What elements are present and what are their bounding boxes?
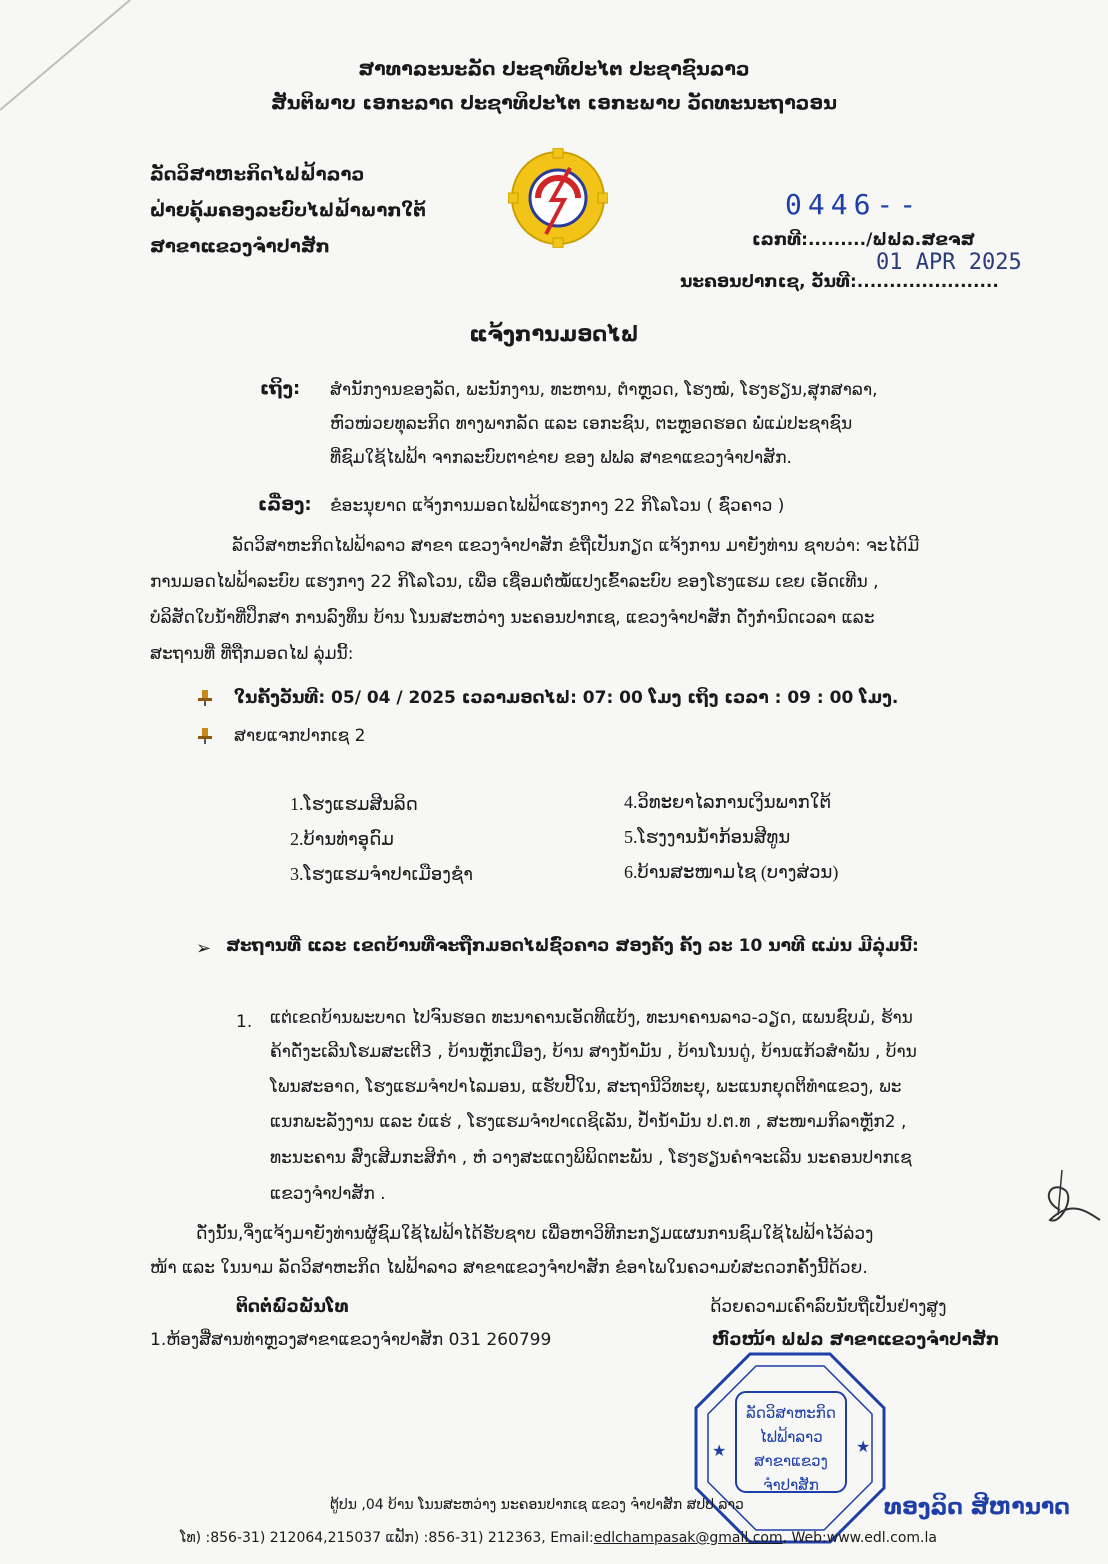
schedule-date-time: ໃນຄັ້ງວັນທີ: 05/ 04 / 2025 ເວລາມອດໄຟ: 07: 00 ໂມງ ເຖິງ ເວລາ : 09 : 00 ໂມງ. (234, 688, 899, 708)
org-branch: ສາຂາແຂວງຈຳປາສັກ (150, 236, 330, 257)
location-item: 4.ວິທະຍາໄລການເງິນພາກໃຕ້ (624, 792, 832, 812)
footer-email-link[interactable]: edlchampasak@gmail.com (593, 1530, 783, 1546)
svg-text:★: ★ (856, 1437, 871, 1456)
stamp-text-line: ສາຂາແຂວງ (754, 1452, 828, 1470)
feeder-name: ສາຍແຈກປາກເຊ 2 (234, 726, 366, 746)
subject-label: ເລື່ອງ: (258, 494, 312, 515)
closing-line: ດັ່ງນັ້ນ,ຈຶ່ງແຈ້ງມາຍັງທ່ານຜູ້ຊົມໃຊ້ໄຟຟ້າໄດ້ຮັບຊາບ ເພື່ອຫາວິທີກະກຽມແຜນການຊົມໃຊ້ໄຟຟ້າໄວ້ລ່ວງ (196, 1224, 874, 1244)
temporary-outage-heading: ສະຖານທີ່ ແລະ ເຂດບ້ານທີ່ຈະຖືກມອດໄຟຊົ່ວຄາວ ສອງຄັ້ງ ຄັ້ງ ລະ 10 ນາທີ ແມ່ນ ມີລຸ່ມນີ້: (226, 936, 919, 956)
list-item-line: ທະນະຄານ ສົ່ງເສີມກະສິກຳ , ຫໍ ວາງສະແດງພິພິດຕະພັນ , ໂຮງຮຽນຄຳຈະເລີນ ນະຄອນປາກເຊ (270, 1148, 912, 1168)
official-stamp-seal (690, 1348, 890, 1548)
national-header-line1: ສາທາລະນະລັດ ປະຊາທິປະໄຕ ປະຊາຊົນລາວ (358, 58, 750, 80)
list-item-line: ແຂວງຈຳປາສັກ . (270, 1184, 386, 1204)
footer-address: ຕູ້ປນ ,04 ບ້ານ ໂນນສະຫວ່າງ ນະຄອນປາກເຊ ແຂວງ ຈຳປາສັກ ສປປ ລາວ (330, 1497, 744, 1513)
footer-contacts: ໂທ) :856-31) 212064,215037 ແຟັກ) :856-31) 212363, Email:edlchampasak@gmail.com, Web:www.edl.com.la (180, 1530, 937, 1546)
to-line: ທີ່ຊົມໃຊ້ໄຟຟ້າ ຈາກລະບົບຕາຂ່າຍ ຂອງ ຟຟລ ສາຂາແຂວງຈຳປາສັກ. (330, 448, 792, 468)
location-item: 1.ໂຮງແຮມສີນລິດ (290, 794, 418, 814)
list-item-line: ແນກພະລັງງານ ແລະ ບໍ່ແຮ່ , ໂຮງແຮມຈຳປາເດຊິເລັນ, ປໍ້ານ້ຳມັນ ປ.ຕ.ທ , ສະໜາມກິລາຫຼັກ2 , (270, 1112, 907, 1132)
body-paragraph-line: ການມອດໄຟຟ້າລະບົບ ແຮງກາງ 22 ກິໂລໂວນ, ເພື່ອ ເຊື່ອມຕໍ່ໝໍ້ແປງເຂົ້າລະບົບ ຂອງໂຮງແຮມ ເຂຍ ເອັດເທີນ , (150, 572, 879, 592)
stamp-text-line: ໄຟຟ້າລາວ (759, 1428, 823, 1446)
signer-name: ທອງລິດ ສີຫານາດ (884, 1495, 1070, 1520)
body-paragraph-line: ລັດວິສາຫະກິດໄຟຟ້າລາວ ສາຂາ ແຂວງຈຳປາສັກ ຂໍຖືເປັນກຽດ ແຈ້ງການ ມາຍັງທ່ານ ຊາບວ່າ: ຈະໄດ້ມີ (232, 536, 920, 556)
date-line: ນະຄອນປາກເຊ, ວັນທີ:...................... (680, 272, 999, 292)
handwritten-signature-icon (1030, 1170, 1108, 1240)
list-item-line: ຄ້າດັ່ງະເລີນໂຮມສະເຕີ3 , ບ້ານຫຼັກເມືອງ, ບ້ານ ສາງນ້ຳມັນ , ບ້ານໂນນດູ່, ບ້ານແກ້ວສຳພັນ , ບ້ານ (270, 1042, 917, 1062)
body-paragraph-line: ບໍລິສັດໃບນ້ຳທີ່ປຶກສາ ການລົງທຶນ ບ້ານ ໂນນສະຫວ່າງ ນະຄອນປາກເຊ, ແຂວງຈຳປາສັກ ດັ່ງກຳນົດເວລາ ແລະ (150, 608, 875, 628)
to-line: ຫົວໜ່ວຍທຸລະກິດ ທາງພາກລັດ ແລະ ເອກະຊົນ, ຕະຫຼອດຮອດ ພໍ່ແມ່ປະຊາຊົນ (330, 414, 853, 434)
closing-line: ໜ້າ ແລະ ໃນນາມ ລັດວິສາຫະກິດ ໄຟຟ້າລາວ ສາຂາແຂວງຈຳປາສັກ ຂໍອາໄພໃນຄວາມບໍ່ສະດວກຄັ້ງນີ້ດ້ວຍ. (150, 1258, 868, 1278)
location-item: 5.ໂຮງງານນ້ຳກ້ອນສີທູນ (624, 827, 791, 847)
body-paragraph-line: ສະຖານທີ່ ທີ່ຖືກມອດໄຟ ລຸ່ມນີ້: (150, 644, 354, 664)
location-item: 2.ບ້ານທ່າອຸດົມ (290, 829, 394, 849)
list-item-line: ແຕ່ເຂດບ້ານພະບາດ ໄປຈົນຮອດ ທະນາຄານເອັດທີແບ້ງ, ທະນາຄານລາວ-ວຽດ, ແພນຊົບມໍ, ຮ້ານ (270, 1008, 913, 1028)
location-item: 3.ໂຮງແຮມຈຳປາເມືອງຊຳ (290, 864, 473, 884)
list-item-line: ໂພນສະອາດ, ໂຮງແຮມຈຳປາໄລມອນ, ແຮັບປີ້ໃນ, ສະຖານີວິທະຍຸ, ພະແນກຍຸດຕິທຳແຂວງ, ພະ (270, 1077, 902, 1097)
org-department: ຝ່າຍຄຸ້ມຄອງລະບົບໄຟຟ້າພາກໃຕ້ (150, 200, 426, 221)
closing-regards: ດ້ວຍຄວາມເຄົາລົບນັບຖືເປັນຢ່າງສູງ (710, 1297, 947, 1317)
date-stamp: 01 APR 2025 (876, 250, 1022, 275)
to-label: ເຖິງ: (260, 378, 301, 399)
pushpin-bullet-icon (198, 728, 212, 744)
edl-logo-icon (508, 148, 608, 248)
reference-number-line: ເລກທີ:........./ຟຟລ.ສຂຈສ (752, 230, 975, 250)
pushpin-bullet-icon (198, 690, 212, 706)
location-item: 6.ບ້ານສະໜາມໄຊ (ບາງສ່ວນ) (624, 862, 839, 882)
contact-title: ຕິດຕໍ່ພົວພັນໂທ (236, 1297, 349, 1317)
contact-phone-line: 1.ຫ້ອງສື່ສານທ່າຫຼວງສາຂາແຂວງຈຳປາສັກ 031 260799 (150, 1330, 552, 1350)
handwritten-reference-number: 0446-- (785, 188, 923, 221)
national-header-line2: ສັນຕິພາບ ເອກະລາດ ປະຊາທິປະໄຕ ເອກະພາບ ວັດທະນະຖາວອນ (271, 92, 837, 114)
list-item-number: 1. (236, 1012, 253, 1032)
org-name: ລັດວິສາຫະກິດໄຟຟ້າລາວ (150, 164, 365, 185)
to-line: ສຳນັກງານຂອງລັດ, ພະນັກງານ, ທະຫານ, ຕຳຫຼວດ, ໂຮງໝໍ, ໂຮງຮຽນ,ສຸກສາລາ, (330, 380, 878, 400)
arrow-bullet-icon: ➢ (196, 938, 212, 959)
subject-text: ຂໍອະນຸຍາດ ແຈ້ງການມອດໄຟຟ້າແຮງກາງ 22 ກິໂລໂວນ ( ຊົ່ວຄາວ ) (330, 496, 785, 516)
signer-title: ຫົວໜ້າ ຟຟລ ສາຂາແຂວງຈຳປາສັກ (712, 1330, 1000, 1350)
footer-phone-fax: ໂທ) :856-31) 212064,215037 ແຟັກ) :856-31) 212363, Email: (180, 1530, 594, 1546)
stamp-text-line: ລັດວິສາຫະກິດ (746, 1404, 836, 1422)
svg-text:★: ★ (712, 1441, 727, 1460)
stamp-text-line: ຈຳປາສັກ (763, 1476, 819, 1494)
document-title: ແຈ້ງການມອດໄຟ (469, 322, 639, 346)
footer-website[interactable]: Web:www.edl.com.la (791, 1530, 937, 1546)
